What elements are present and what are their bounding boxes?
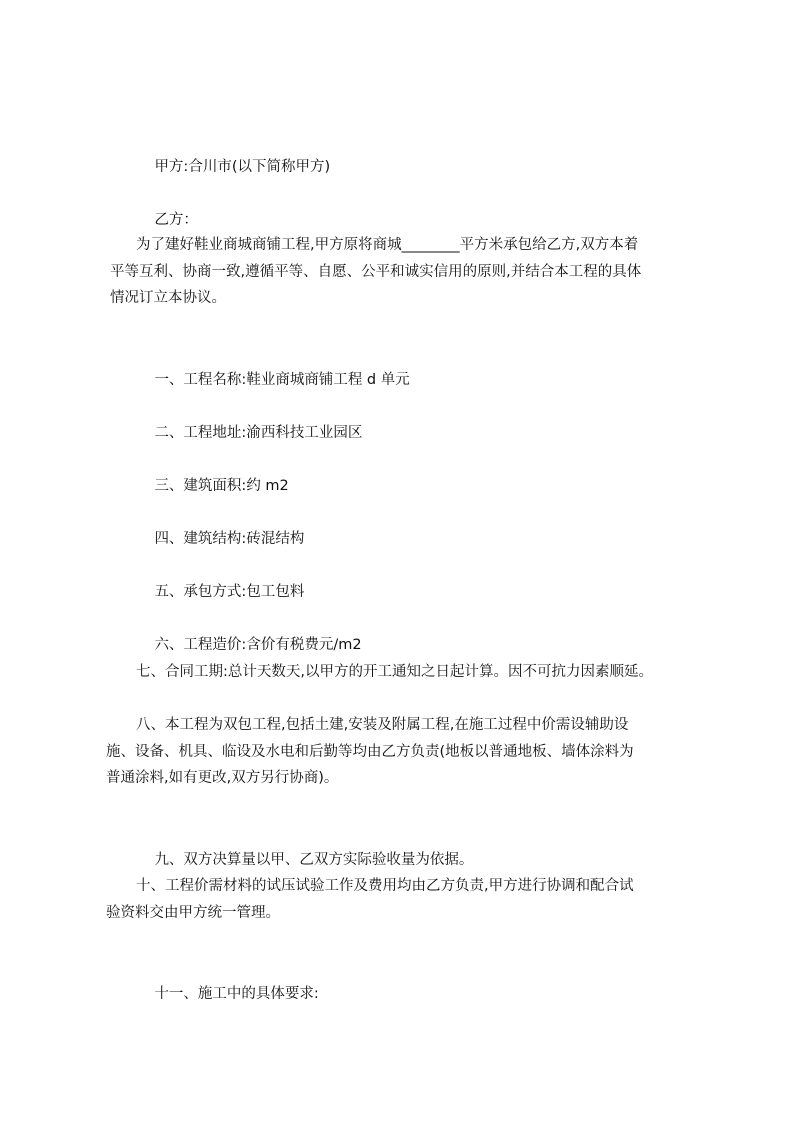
- clause-11-text: 十一、施工中的具体要求:: [154, 985, 319, 1002]
- clause-7: [136, 659, 776, 686]
- clause-10-line-2: 验资料交由甲方统一管理。: [106, 904, 280, 921]
- clause-5-text: 五、承包方式:包工包料: [154, 583, 305, 600]
- clause-7-text: 七、合同工期:总计天数天,以甲方的开工通知之日起计算。因不可抗力因素顺延。: [136, 664, 653, 680]
- clause-6-text: 六、工程造价:含价有税费元/m2: [154, 636, 362, 653]
- clause-10-line-1: 十、工程价需材料的试压试验工作及费用均由乙方负责,甲方进行协调和配合试: [136, 878, 634, 894]
- clause-8-line-1: 八、本工程为双包工程,包括土建,安装及附属工程,在施工过程中价需设辅助设: [136, 717, 629, 733]
- clause-3-text: 三、建筑面积:约 m2: [154, 477, 289, 494]
- party-a-text: 甲方:合川市(以下简称甲方): [154, 158, 331, 175]
- clause-11: [136, 954, 739, 1034]
- clause-4-text: 四、建筑结构:砖混结构: [154, 530, 305, 547]
- clause-8-line-3: 普通涂料,如有更改,双方另行协商)。: [106, 770, 339, 786]
- clause-8-line-2: 施、设备、机具、临设及水电和后勤等均由乙方负责(地板以普通地板、墙体涂料为: [106, 743, 634, 760]
- clause-1-text: 一、工程名称:鞋业商城商铺工程 d 单元: [154, 371, 410, 388]
- clause-2-text: 二、工程地址:渝西科技工业园区: [154, 424, 363, 441]
- party-b-text: 乙方：: [154, 211, 198, 228]
- clause-9-text: 九、双方决算量以甲、乙双方实际验收量为依据。: [154, 851, 474, 868]
- intro-line-2: 平等互利、协商一致,遵循平等、自愿、公平和诚实信用的原则,并结合本工程的具体: [110, 263, 642, 280]
- intro-line-1: 为了建好鞋业商城商铺工程,甲方原将商城________平方米承包给乙方,双方本着: [136, 237, 639, 253]
- intro-line-3: 情况订立本协议。: [110, 290, 226, 306]
